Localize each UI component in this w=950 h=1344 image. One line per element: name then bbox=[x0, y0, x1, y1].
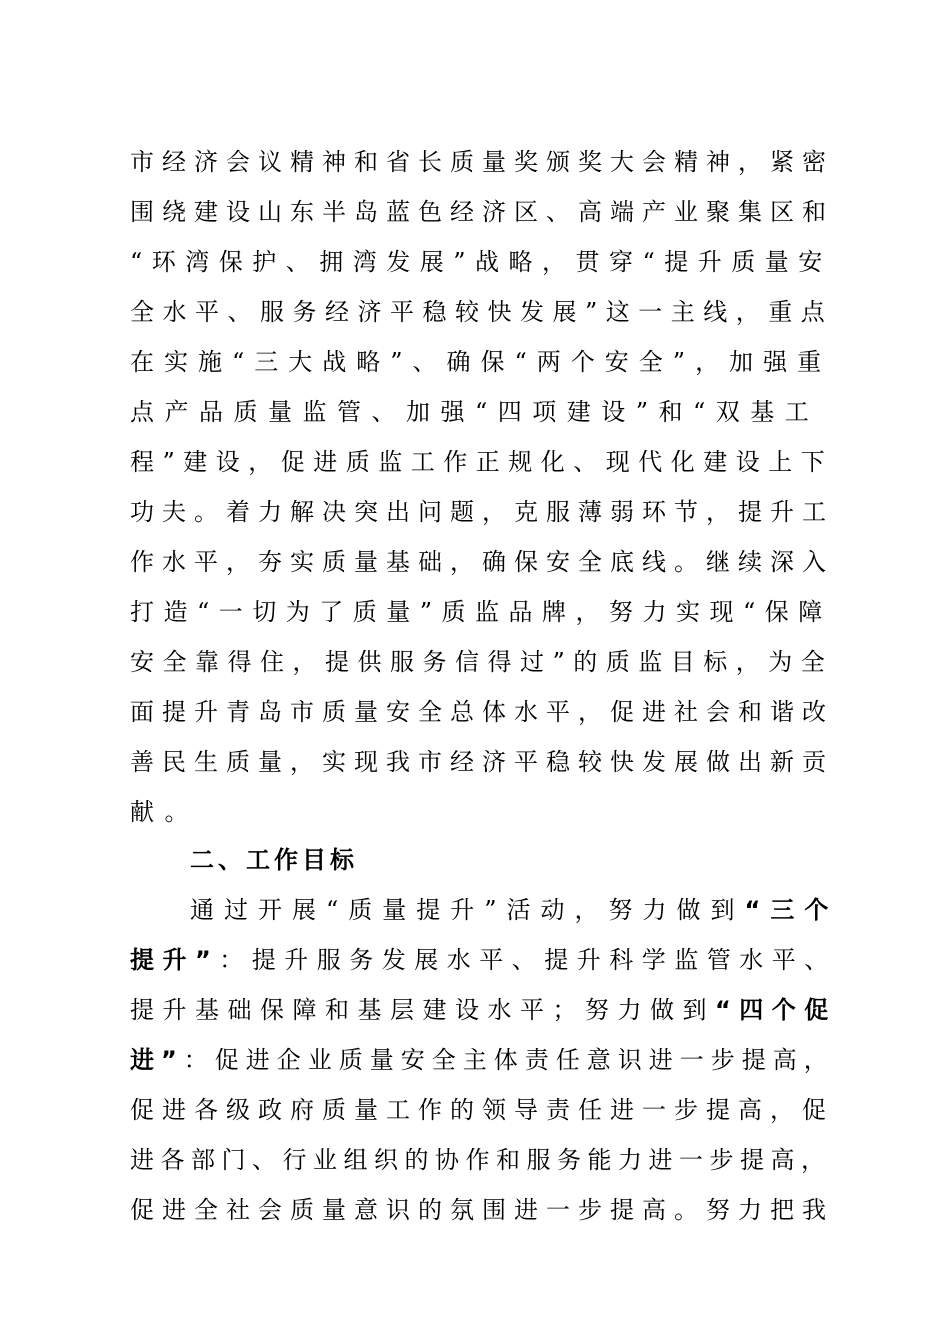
body-text-segment: 通过开展“质量提升”活动，努力做到 bbox=[190, 896, 745, 924]
body-text-line: 善民生质量，实现我市经济平稳较快发展做出新贡 bbox=[130, 748, 834, 776]
body-text-line: 围绕建设山东半岛蓝色经济区、高端产业聚集区和 bbox=[130, 198, 834, 226]
body-text-line: “环湾保护、拥湾发展”战略，贯穿“提升质量安 bbox=[130, 248, 832, 276]
body-text-line bbox=[130, 985, 840, 1035]
body-text-line: 全水平、服务经济平稳较快发展”这一主线，重点 bbox=[130, 298, 834, 326]
bold-emphasis: “三个 bbox=[744, 896, 839, 924]
body-text-line: 促进全社会质量意识的氛围进一步提高。努力把我 bbox=[130, 1196, 834, 1224]
body-text-line: 作水平，夯实质量基础，确保安全底线。继续深入 bbox=[130, 548, 834, 576]
body-text-line: 安全靠得住，提供服务信得过”的质监目标，为全 bbox=[130, 648, 834, 676]
body-text-line: 献。 bbox=[130, 798, 199, 826]
bold-emphasis: 进” bbox=[130, 1046, 184, 1074]
body-text-line: 进各部门、行业组织的协作和服务能力进一步提高， bbox=[130, 1146, 832, 1174]
body-text-line: 在实施“三大战略”、确保“两个安全”，加强重 bbox=[130, 348, 832, 376]
body-text-segment: 提升基础保障和基层建设水平；努力做到 bbox=[130, 996, 715, 1024]
body-text-line: 功夫。着力解决突出问题，克服薄弱环节，提升工 bbox=[130, 498, 834, 526]
body-text-segment: ：促进企业质量安全主体责任意识进一步提高， bbox=[183, 1046, 835, 1074]
body-text-line: 点产品质量监管、加强“四项建设”和“双基工 bbox=[130, 398, 820, 426]
body-text-line bbox=[190, 885, 840, 935]
body-text-segment: ：提升服务发展水平、提升科学监管水平、 bbox=[219, 946, 837, 974]
body-text-line bbox=[130, 1035, 840, 1085]
body-text-line: 面提升青岛市质量安全总体水平，促进社会和谐改 bbox=[130, 698, 834, 726]
body-text-line: 程”建设，促进质监工作正规化、现代化建设上下 bbox=[130, 448, 834, 476]
body-text-line: 促进各级政府质量工作的领导责任进一步提高，促 bbox=[130, 1096, 834, 1124]
bold-emphasis: 提升” bbox=[130, 946, 220, 974]
section-heading: 二、工作目标 bbox=[190, 846, 358, 874]
body-text-line bbox=[130, 935, 840, 985]
bold-emphasis: “四个促 bbox=[715, 996, 837, 1024]
body-text-line: 市经济会议精神和省长质量奖颁奖大会精神，紧密 bbox=[130, 148, 834, 176]
body-text-line: 打造“一切为了质量”质监品牌，努力实现“保障 bbox=[130, 598, 832, 626]
